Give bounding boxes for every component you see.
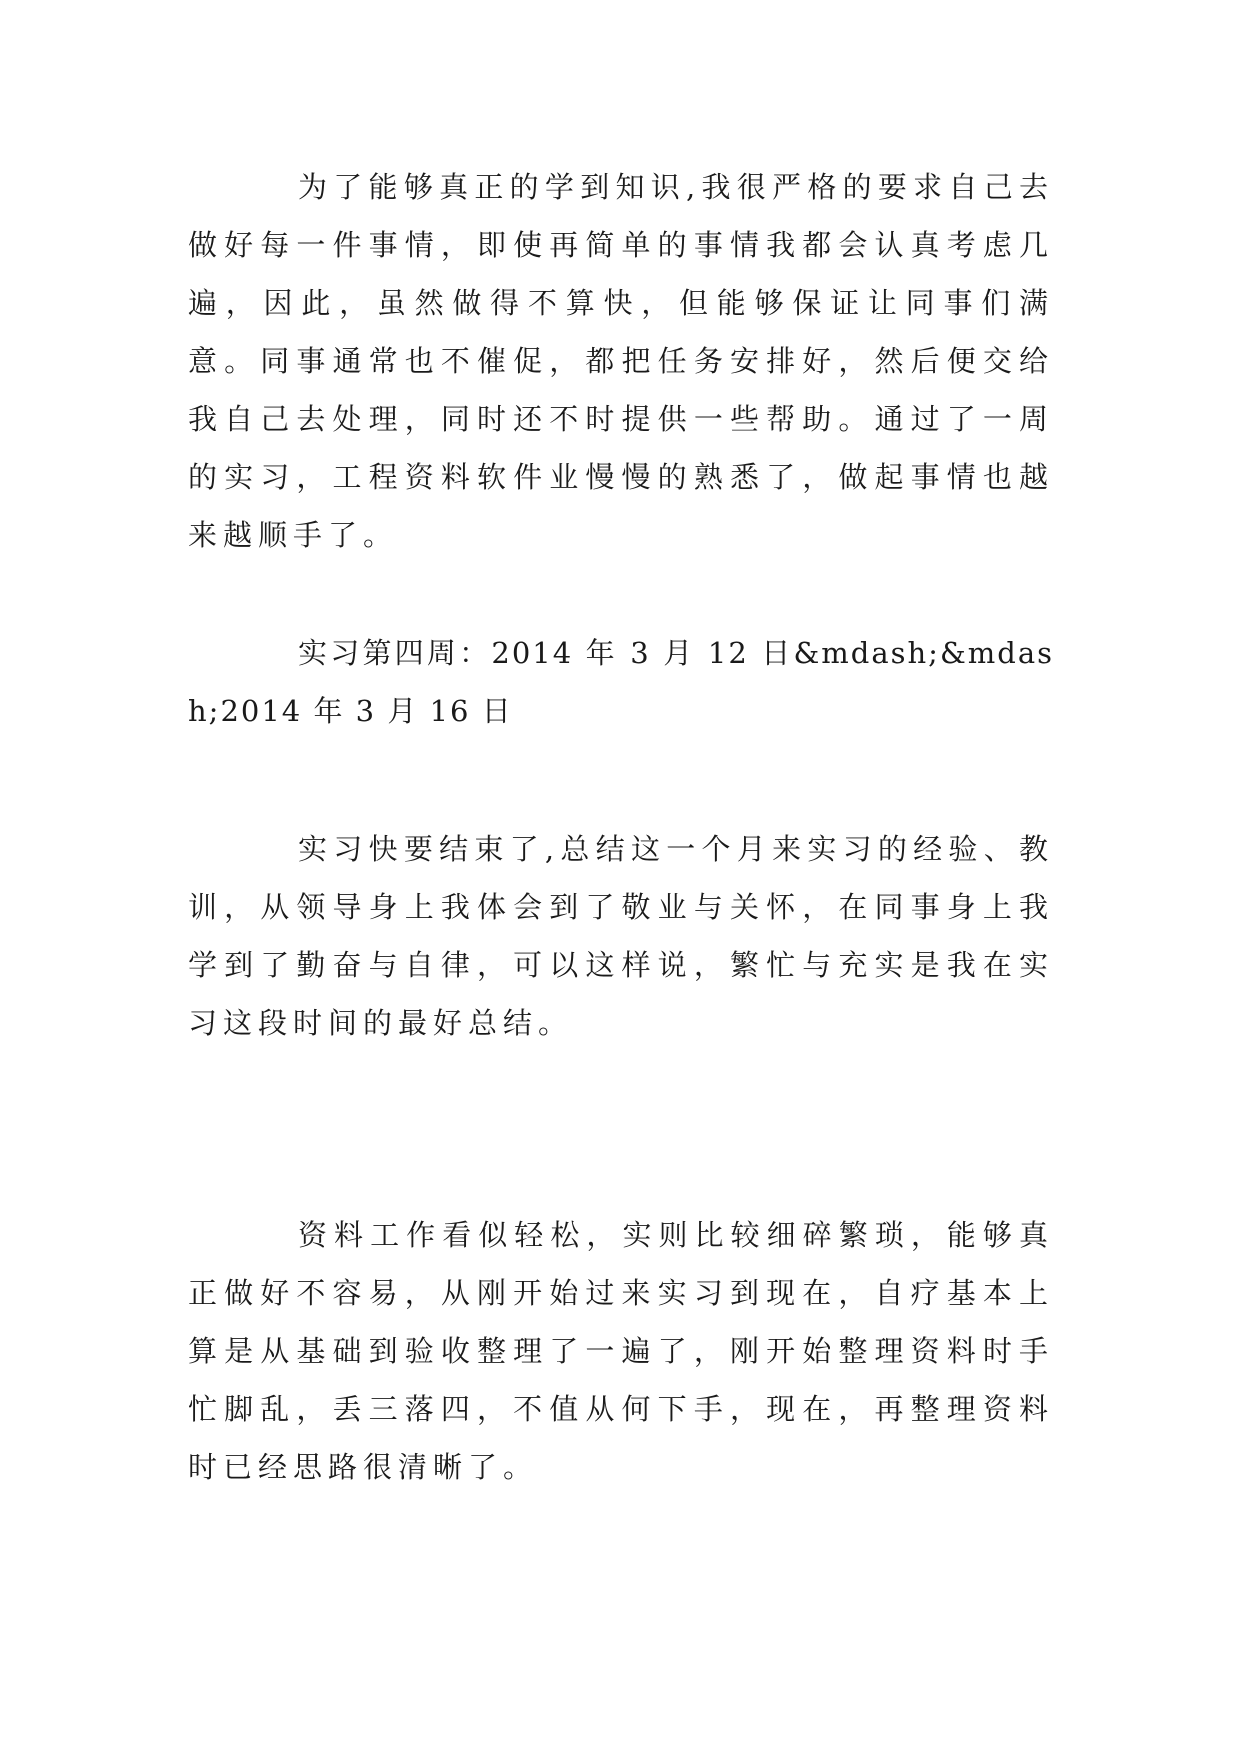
paragraph-documentation-work: 资料工作看似轻松，实则比较细碎繁琐，能够真正做好不容易，从刚开始过来实习到现在，自疗基本上算是从基础到验收整理了一遍了，刚开始整理资料时手忙脚乱，丢三落四，不值从何下手，现在，再整理资料时已经思路很清晰了。 bbox=[188, 1218, 1054, 1484]
paragraph-week-four-heading: 实习第四周：2014 年 3 月 12 日&mdash;&mdash;2014 年 3 月 16 日 bbox=[188, 636, 1054, 728]
paragraph-week-three-summary: 为了能够真正的学到知识,我很严格的要求自己去做好每一件事情，即使再简单的事情我都会认真考虑几遍，因此，虽然做得不算快，但能够保证让同事们满意。同事通常也不催促，都把任务安排好，然后便交给我自己去处理，同时还不时提供一些帮助。通过了一周的实习，工程资料软件业慢慢的熟悉了，做起事情也越来越顺手了。 bbox=[188, 170, 1054, 552]
paragraph-internship-conclusion: 实习快要结束了,总结这一个月来实习的经验、教训，从领导身上我体会到了敬业与关怀，在同事身上我学到了勤奋与自律，可以这样说，繁忙与充实是我在实习这段时间的最好总结。 bbox=[188, 832, 1054, 1040]
